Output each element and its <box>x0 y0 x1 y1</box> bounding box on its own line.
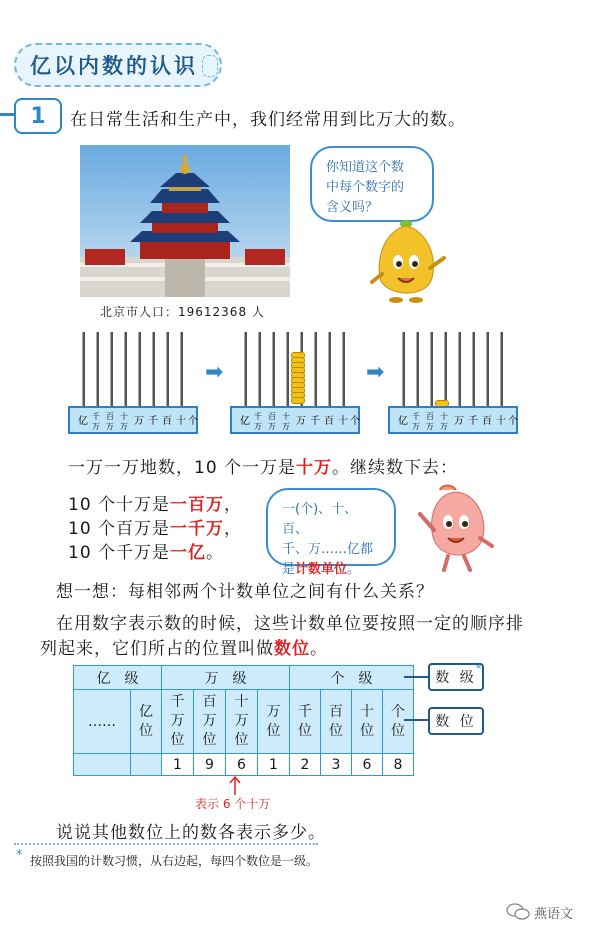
svg-text:亿: 亿 <box>398 416 408 427</box>
place-char: 位 <box>202 732 217 748</box>
wechat-icon <box>506 903 530 921</box>
svg-text:万: 万 <box>92 422 100 431</box>
unit-line <box>68 514 242 539</box>
svg-text:千: 千 <box>468 416 478 427</box>
place-char: 位 <box>139 722 153 739</box>
units-bubble-highlight: 计数单位 <box>295 562 348 577</box>
digit-cell-empty <box>74 754 131 776</box>
svg-text:万: 万 <box>440 422 448 431</box>
digit-cell: 3 <box>321 754 352 776</box>
abacus-empty <box>68 332 200 436</box>
place-char: 千 <box>170 694 185 710</box>
place-char: 十 <box>360 703 374 720</box>
place-cell <box>194 690 226 754</box>
paragraph-highlight: 数位 <box>274 639 310 659</box>
title-banner-tail <box>202 55 218 77</box>
temple-of-heaven-photo <box>80 145 290 297</box>
svg-text:万: 万 <box>254 422 262 431</box>
up-arrow-icon <box>228 775 242 795</box>
place-char: 百 <box>202 694 217 710</box>
place-cell <box>290 690 321 754</box>
place-char: 位 <box>391 722 405 739</box>
badge-line <box>0 113 14 116</box>
abacus-label-bar <box>388 406 518 434</box>
place-label <box>428 707 484 735</box>
svg-text:百: 百 <box>482 416 492 427</box>
place-cell <box>131 690 162 754</box>
question-line-1: 你知道这个数 <box>326 160 405 175</box>
intro-text: 在日常生活和生产中，我们经常用到比万大的数。 <box>70 110 466 130</box>
digit-cell: 6 <box>226 754 258 776</box>
place-cell <box>258 690 290 754</box>
place-char: 百 <box>329 703 343 720</box>
question-line-3: 含义吗？ <box>326 200 379 215</box>
units-bubble <box>266 488 396 577</box>
svg-text:十: 十 <box>338 416 348 427</box>
digit-cell-empty <box>131 754 162 776</box>
svg-text:万: 万 <box>426 422 434 431</box>
digit-cell: 1 <box>162 754 194 776</box>
count-line <box>68 453 458 478</box>
digit-cell: 8 <box>383 754 414 776</box>
paragraph-line-2-suffix: 。 <box>310 639 328 659</box>
place-char: 位 <box>234 732 249 748</box>
yellow-mascot-icon <box>368 216 448 304</box>
svg-text:亿: 亿 <box>78 416 88 427</box>
svg-text:十: 十 <box>282 412 290 421</box>
svg-text:千: 千 <box>92 412 100 421</box>
svg-text:万: 万 <box>296 416 306 427</box>
place-char: 万 <box>202 713 217 729</box>
watermark-text: 燕语文 <box>534 907 574 922</box>
units-bubble-line-3-suffix: 。 <box>347 562 361 577</box>
unit-line-highlight: 一千万 <box>170 519 225 539</box>
place-char: 十 <box>234 694 249 710</box>
place-char: 万 <box>266 703 281 720</box>
footnote-rule <box>14 843 318 845</box>
svg-text:亿: 亿 <box>240 416 250 427</box>
svg-text:个: 个 <box>350 416 360 427</box>
unit-line-suffix: ， <box>224 495 243 515</box>
abacus-ten-wan <box>230 332 362 436</box>
place-cell <box>226 690 258 754</box>
right-arrow-icon: ➡ <box>205 360 224 385</box>
unit-line <box>68 490 242 515</box>
unit-line-prefix: 10 个百万是 <box>68 519 171 539</box>
place-label-text: 数 位 <box>435 714 477 730</box>
think-line: 想一想：每相邻两个计数单位之间有什么关系？ <box>56 582 434 602</box>
place-cell <box>352 690 383 754</box>
group-header: 万 级 <box>162 666 290 690</box>
place-char: 位 <box>298 722 312 739</box>
svg-text:万: 万 <box>120 422 128 431</box>
units-bubble-line-1: 一(个)、十、百、 <box>282 502 358 537</box>
place-char: 千 <box>298 703 312 720</box>
question-line-2: 中每个数字的 <box>326 180 405 195</box>
paragraph-line-2 <box>40 634 328 659</box>
svg-text:万: 万 <box>412 422 420 431</box>
svg-text:百: 百 <box>106 412 114 421</box>
digit-cell: 1 <box>258 754 290 776</box>
ask-line: 说说其他数位上的数各表示多少。 <box>56 823 326 843</box>
unit-line-highlight: 一亿 <box>170 543 207 563</box>
place-value-table <box>73 665 414 776</box>
place-cell <box>321 690 352 754</box>
svg-text:万: 万 <box>106 422 114 431</box>
place-cell <box>383 690 414 754</box>
place-char: 位 <box>329 722 343 739</box>
place-cell <box>162 690 194 754</box>
paragraph-line-2-prefix: 列起来，它们所占的位置叫做 <box>40 639 274 659</box>
place-char: 位 <box>170 732 185 748</box>
place-char: 位 <box>360 722 374 739</box>
svg-text:百: 百 <box>162 416 172 427</box>
group-header: 个 级 <box>290 666 414 690</box>
svg-text:千: 千 <box>412 412 420 421</box>
digit-cell: 2 <box>290 754 321 776</box>
svg-text:万: 万 <box>282 422 290 431</box>
svg-text:十: 十 <box>440 412 448 421</box>
svg-text:百: 百 <box>324 416 334 427</box>
unit-line <box>68 538 224 563</box>
place-char: 个 <box>391 703 405 720</box>
peach-mascot-icon <box>412 484 500 574</box>
count-line-prefix: 一万一万地数，10 个一万是 <box>68 458 297 478</box>
ellipsis-cell: …… <box>74 690 131 754</box>
svg-text:十: 十 <box>496 416 506 427</box>
place-char: 万 <box>170 713 185 729</box>
group-label-text: 数 级 <box>435 670 477 686</box>
svg-text:个: 个 <box>188 416 198 427</box>
units-bubble-line-2: 千、万……亿都 <box>282 542 374 557</box>
svg-text:千: 千 <box>310 416 320 427</box>
group-label-asterisk: * <box>476 662 482 675</box>
question-bubble <box>310 146 434 222</box>
abacus-label-bar <box>68 406 198 434</box>
example-badge: 1 <box>14 98 62 134</box>
svg-text:千: 千 <box>254 412 262 421</box>
unit-line-highlight: 一百万 <box>170 495 225 515</box>
svg-text:个: 个 <box>508 416 518 427</box>
place-label-line <box>404 719 428 721</box>
unit-line-prefix: 10 个千万是 <box>68 543 171 563</box>
digit-cell: 6 <box>352 754 383 776</box>
footnote-text: 按照我国的计数习惯，从右边起，每四个数位是一级。 <box>30 854 319 868</box>
svg-text:十: 十 <box>176 416 186 427</box>
svg-text:万: 万 <box>134 416 144 427</box>
units-bubble-line-3-prefix: 是 <box>282 562 296 577</box>
place-char: 万 <box>234 713 249 729</box>
digit-cell: 9 <box>194 754 226 776</box>
group-header: 亿 级 <box>74 666 162 690</box>
right-arrow-icon: ➡ <box>366 360 385 385</box>
section-title: 亿以内数的认识 <box>30 54 198 78</box>
abacus-label-bar <box>230 406 360 434</box>
unit-line-suffix: ， <box>224 519 243 539</box>
annotation-text: 表示 6 个十万 <box>195 797 271 811</box>
svg-text:百: 百 <box>268 412 276 421</box>
svg-text:万: 万 <box>268 422 276 431</box>
unit-line-prefix: 10 个十万是 <box>68 495 171 515</box>
svg-text:千: 千 <box>148 416 158 427</box>
count-line-highlight: 十万 <box>296 458 333 478</box>
unit-line-suffix: 。 <box>206 543 225 563</box>
photo-caption: 北京市人口：19612368 人 <box>100 305 265 319</box>
paragraph-line-1: 在用数字表示数的时候，这些计数单位要按照一定的顺序排 <box>56 614 524 634</box>
count-line-suffix: 。继续数下去： <box>332 458 459 478</box>
footnote-asterisk: * <box>16 848 23 863</box>
abacus-one-shiwan <box>388 332 520 436</box>
group-label-line <box>404 676 428 678</box>
svg-text:百: 百 <box>426 412 434 421</box>
place-char: 位 <box>266 722 281 739</box>
place-char: 亿 <box>139 703 153 720</box>
svg-text:十: 十 <box>120 412 128 421</box>
svg-text:万: 万 <box>454 416 464 427</box>
